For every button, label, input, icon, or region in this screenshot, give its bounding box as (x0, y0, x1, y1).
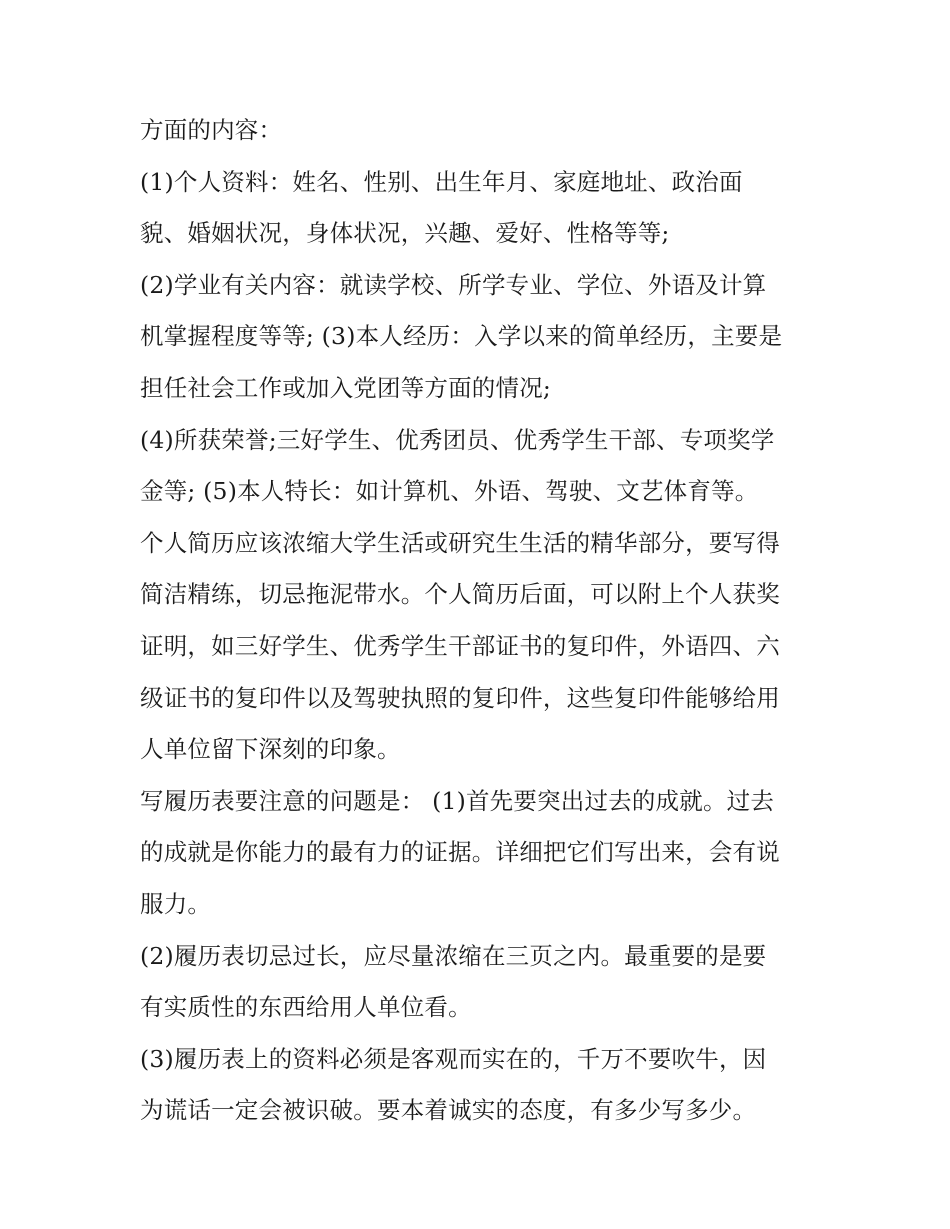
text-line: 貌、婚姻状况，身体状况，兴趣、爱好、性格等等; (140, 219, 670, 248)
document-body (140, 111, 820, 1143)
text-line: 机掌握程度等等; (3)本人经历：入学以来的简单经历，主要是 (140, 322, 783, 351)
text-line: 方面的内容： (140, 116, 283, 144)
text-line: (2)学业有关内容：就读学校、所学专业、学位、外语及计算 (140, 270, 767, 299)
text-line: 服力。 (140, 889, 212, 918)
text-line: 写履历表要注意的问题是： (1)首先要突出过去的成就。过去 (140, 786, 775, 815)
text-line: (3)履历表上的资料必须是客观而实在的，千万不要吹牛，因 (140, 1044, 767, 1073)
text-line: 级证书的复印件以及驾驶执照的复印件，这些复印件能够给用 (140, 683, 780, 712)
text-line: 个人简历应该浓缩大学生活或研究生生活的精华部分，要写得 (140, 528, 780, 557)
text-line: 人单位留下深刻的印象。 (140, 735, 401, 764)
text-line: 的成就是你能力的最有力的证据。详细把它们写出来，会有说 (140, 838, 780, 867)
text-line: 担任社会工作或加入党团等方面的情况; (140, 373, 552, 402)
text-line: (1)个人资料：姓名、性别、出生年月、家庭地址、政治面 (140, 167, 743, 196)
text-line: 金等; (5)本人特长：如计算机、外语、驾驶、文艺体育等。 (140, 477, 759, 506)
text-line: 为谎话一定会被识破。要本着诚实的态度，有多少写多少。 (140, 1096, 757, 1125)
text-line: (4)所获荣誉;三好学生、优秀团员、优秀学生干部、专项奖学 (140, 425, 775, 454)
text-line: 简洁精练，切忌拖泥带水。个人简历后面，可以附上个人获奖 (140, 580, 780, 609)
text-line: 有实质性的东西给用人单位看。 (140, 993, 472, 1022)
text-line: 证明，如三好学生、优秀学生干部证书的复印件，外语四、六 (140, 631, 780, 660)
text-line: (2)履历表切忌过长，应尽量浓缩在三页之内。最重要的是要 (140, 941, 767, 970)
